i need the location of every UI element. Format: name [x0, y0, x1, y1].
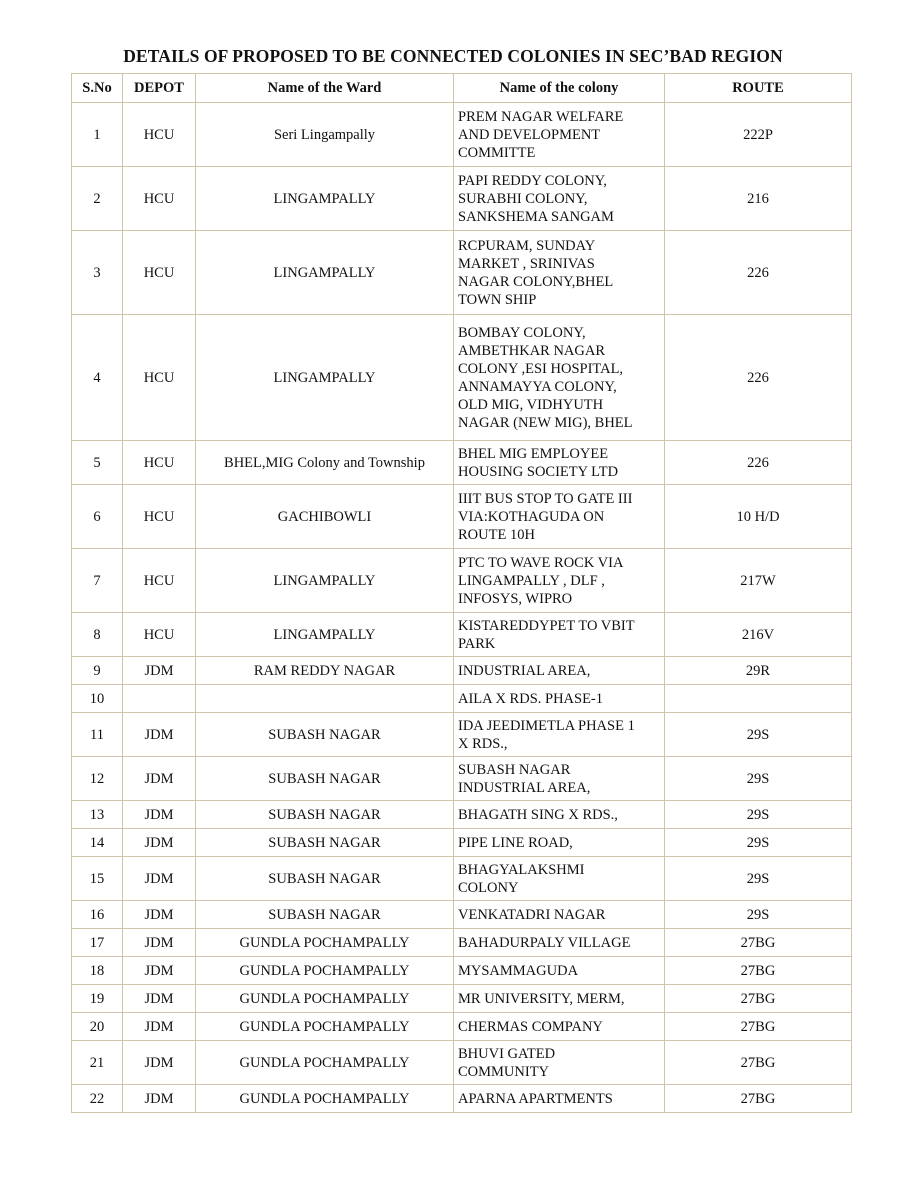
colony-line: X RDS.,	[458, 735, 508, 752]
cell-route: 27BG	[665, 957, 852, 985]
cell-sno: 12	[72, 757, 123, 801]
table-row	[72, 231, 852, 315]
table-row	[72, 801, 852, 829]
cell-route: 27BG	[665, 929, 852, 957]
colony-line: INDUSTRIAL AREA,	[458, 779, 591, 796]
cell-depot: JDM	[123, 801, 196, 829]
cell-ward: LINGAMPALLY	[196, 549, 454, 613]
cell-sno: 14	[72, 829, 123, 857]
table-row	[72, 441, 852, 485]
cell-colony	[454, 957, 665, 985]
cell-colony	[454, 1013, 665, 1041]
cell-sno: 3	[72, 231, 123, 315]
table-row	[72, 103, 852, 167]
cell-sno: 18	[72, 957, 123, 985]
colony-line: PARK	[458, 635, 496, 652]
cell-sno: 10	[72, 685, 123, 713]
cell-colony	[454, 167, 665, 231]
colony-line: BHEL MIG EMPLOYEE	[458, 445, 609, 462]
cell-colony	[454, 801, 665, 829]
table-row	[72, 549, 852, 613]
cell-depot: JDM	[123, 757, 196, 801]
colony-line: TOWN SHIP	[458, 291, 537, 308]
colony-line: MYSAMMAGUDA	[458, 962, 579, 979]
colony-line: VENKATADRI NAGAR	[458, 906, 606, 923]
cell-depot	[123, 685, 196, 713]
colony-line: COMMITTE	[458, 144, 536, 161]
colony-line: BHUVI GATED	[458, 1045, 556, 1062]
cell-ward: LINGAMPALLY	[196, 613, 454, 657]
cell-depot: JDM	[123, 985, 196, 1013]
colony-line: IDA JEEDIMETLA PHASE 1	[458, 717, 635, 734]
cell-route: 226	[665, 231, 852, 315]
colony-line: BHAGATH SING X RDS.,	[458, 806, 618, 823]
cell-depot: JDM	[123, 957, 196, 985]
table-row	[72, 315, 852, 441]
cell-depot: JDM	[123, 1041, 196, 1085]
cell-ward: LINGAMPALLY	[196, 167, 454, 231]
colony-line: PAPI REDDY COLONY,	[458, 172, 607, 189]
cell-sno: 20	[72, 1013, 123, 1041]
cell-colony	[454, 857, 665, 901]
colony-line: LINGAMPALLY , DLF ,	[458, 572, 605, 589]
cell-colony	[454, 1041, 665, 1085]
cell-route: 29S	[665, 713, 852, 757]
colony-line: COMMUNITY	[458, 1063, 550, 1080]
colony-line: INFOSYS, WIPRO	[458, 590, 573, 607]
cell-colony	[454, 713, 665, 757]
cell-ward: SUBASH NAGAR	[196, 757, 454, 801]
colony-line: AND DEVELOPMENT	[458, 126, 601, 143]
table-row	[72, 929, 852, 957]
table-row	[72, 1085, 852, 1113]
cell-depot: JDM	[123, 857, 196, 901]
cell-sno: 4	[72, 315, 123, 441]
cell-ward: GUNDLA POCHAMPALLY	[196, 957, 454, 985]
cell-depot: JDM	[123, 901, 196, 929]
colony-line: NAGAR (NEW MIG), BHEL	[458, 414, 633, 431]
table-row	[72, 713, 852, 757]
cell-sno: 1	[72, 103, 123, 167]
cell-sno: 17	[72, 929, 123, 957]
cell-colony	[454, 657, 665, 685]
cell-ward: GACHIBOWLI	[196, 485, 454, 549]
colony-line: PIPE LINE ROAD,	[458, 834, 573, 851]
cell-ward: GUNDLA POCHAMPALLY	[196, 1085, 454, 1113]
cell-depot: JDM	[123, 657, 196, 685]
cell-depot: HCU	[123, 315, 196, 441]
cell-depot: JDM	[123, 1085, 196, 1113]
cell-route: 217W	[665, 549, 852, 613]
colony-line: NAGAR COLONY,BHEL	[458, 273, 614, 290]
page-title: DETAILS OF PROPOSED TO BE CONNECTED COLONIES IN SEC’BAD REGION	[123, 46, 783, 66]
cell-route: 222P	[665, 103, 852, 167]
table-row	[72, 167, 852, 231]
cell-ward: GUNDLA POCHAMPALLY	[196, 1013, 454, 1041]
cell-colony	[454, 929, 665, 957]
colony-line: BHAGYALAKSHMI	[458, 861, 585, 878]
cell-ward: GUNDLA POCHAMPALLY	[196, 1041, 454, 1085]
cell-ward: RAM REDDY NAGAR	[196, 657, 454, 685]
cell-sno: 2	[72, 167, 123, 231]
table-row	[72, 957, 852, 985]
colony-line: ANNAMAYYA COLONY,	[458, 378, 617, 395]
cell-colony	[454, 829, 665, 857]
header-depot: DEPOT	[123, 74, 196, 103]
cell-ward: SUBASH NAGAR	[196, 857, 454, 901]
cell-sno: 8	[72, 613, 123, 657]
cell-colony	[454, 985, 665, 1013]
colony-line: CHERMAS COMPANY	[458, 1018, 603, 1035]
cell-route: 29S	[665, 801, 852, 829]
cell-sno: 9	[72, 657, 123, 685]
cell-route	[665, 685, 852, 713]
cell-route: 27BG	[665, 1041, 852, 1085]
colony-line: KISTAREDDYPET TO VBIT	[458, 617, 635, 634]
colony-line: APARNA APARTMENTS	[458, 1090, 613, 1107]
cell-route: 27BG	[665, 1013, 852, 1041]
cell-colony	[454, 1085, 665, 1113]
table-header-row	[72, 74, 852, 103]
colony-line: MR UNIVERSITY, MERM,	[458, 990, 625, 1007]
colony-line: PTC TO WAVE ROCK VIA	[458, 554, 624, 571]
cell-depot: JDM	[123, 929, 196, 957]
colony-line: AMBETHKAR NAGAR	[458, 342, 606, 359]
cell-route: 10 H/D	[665, 485, 852, 549]
cell-route: 29S	[665, 857, 852, 901]
header-route: ROUTE	[665, 74, 852, 103]
cell-ward: SUBASH NAGAR	[196, 713, 454, 757]
cell-colony	[454, 549, 665, 613]
cell-depot: JDM	[123, 1013, 196, 1041]
colony-line: RCPURAM, SUNDAY	[458, 237, 596, 254]
cell-colony	[454, 315, 665, 441]
cell-sno: 11	[72, 713, 123, 757]
colony-line: BAHADURPALY VILLAGE	[458, 934, 631, 951]
cell-sno: 16	[72, 901, 123, 929]
cell-sno: 6	[72, 485, 123, 549]
cell-colony	[454, 231, 665, 315]
cell-colony	[454, 103, 665, 167]
cell-route: 27BG	[665, 985, 852, 1013]
cell-route: 29S	[665, 829, 852, 857]
cell-sno: 22	[72, 1085, 123, 1113]
colony-line: VIA:KOTHAGUDA ON	[458, 508, 605, 525]
cell-colony	[454, 757, 665, 801]
cell-depot: HCU	[123, 485, 196, 549]
table-body	[72, 103, 852, 1113]
colony-line: SURABHI COLONY,	[458, 190, 588, 207]
cell-depot: HCU	[123, 103, 196, 167]
table-row	[72, 685, 852, 713]
colony-line: MARKET , SRINIVAS	[458, 255, 595, 272]
cell-ward	[196, 685, 454, 713]
cell-colony	[454, 685, 665, 713]
table-row	[72, 901, 852, 929]
table-row	[72, 985, 852, 1013]
colony-line: AILA X RDS. PHASE-1	[458, 690, 604, 707]
colony-line: ROUTE 10H	[458, 526, 535, 543]
colony-line: BOMBAY COLONY,	[458, 324, 586, 341]
cell-route: 29S	[665, 901, 852, 929]
cell-route: 226	[665, 315, 852, 441]
cell-depot: HCU	[123, 167, 196, 231]
cell-ward: BHEL,MIG Colony and Township	[196, 441, 454, 485]
cell-ward: GUNDLA POCHAMPALLY	[196, 985, 454, 1013]
cell-ward: LINGAMPALLY	[196, 231, 454, 315]
table-row	[72, 485, 852, 549]
table-row	[72, 1013, 852, 1041]
cell-route: 29S	[665, 757, 852, 801]
colony-line: INDUSTRIAL AREA,	[458, 662, 591, 679]
table-row	[72, 857, 852, 901]
colony-line: IIIT BUS STOP TO GATE III	[458, 490, 633, 507]
colonies-table	[71, 73, 852, 1113]
cell-depot: HCU	[123, 549, 196, 613]
colony-line: PREM NAGAR WELFARE	[458, 108, 624, 125]
cell-depot: HCU	[123, 231, 196, 315]
cell-sno: 19	[72, 985, 123, 1013]
cell-colony	[454, 485, 665, 549]
cell-sno: 13	[72, 801, 123, 829]
cell-depot: HCU	[123, 441, 196, 485]
cell-route: 27BG	[665, 1085, 852, 1113]
colony-line: OLD MIG, VIDHYUTH	[458, 396, 604, 413]
cell-sno: 5	[72, 441, 123, 485]
colony-line: COLONY	[458, 879, 519, 896]
colony-line: SANKSHEMA SANGAM	[458, 208, 614, 225]
cell-sno: 15	[72, 857, 123, 901]
table-row	[72, 1041, 852, 1085]
header-colony: Name of the colony	[454, 74, 665, 103]
cell-route: 216V	[665, 613, 852, 657]
colony-line: COLONY ,ESI HOSPITAL,	[458, 360, 624, 377]
colony-line: SUBASH NAGAR	[458, 761, 571, 778]
cell-colony	[454, 901, 665, 929]
cell-colony	[454, 441, 665, 485]
header-sno: S.No	[72, 74, 123, 103]
cell-ward: Seri Lingampally	[196, 103, 454, 167]
cell-ward: GUNDLA POCHAMPALLY	[196, 929, 454, 957]
cell-depot: JDM	[123, 713, 196, 757]
cell-ward: LINGAMPALLY	[196, 315, 454, 441]
cell-colony	[454, 613, 665, 657]
cell-sno: 21	[72, 1041, 123, 1085]
table-row	[72, 829, 852, 857]
cell-sno: 7	[72, 549, 123, 613]
header-ward: Name of the Ward	[196, 74, 454, 103]
cell-route: 29R	[665, 657, 852, 685]
table-row	[72, 613, 852, 657]
cell-ward: SUBASH NAGAR	[196, 829, 454, 857]
cell-ward: SUBASH NAGAR	[196, 801, 454, 829]
cell-route: 216	[665, 167, 852, 231]
cell-depot: JDM	[123, 829, 196, 857]
cell-depot: HCU	[123, 613, 196, 657]
table-row	[72, 757, 852, 801]
cell-route: 226	[665, 441, 852, 485]
colony-line: HOUSING SOCIETY LTD	[458, 463, 619, 480]
table-row	[72, 657, 852, 685]
cell-ward: SUBASH NAGAR	[196, 901, 454, 929]
